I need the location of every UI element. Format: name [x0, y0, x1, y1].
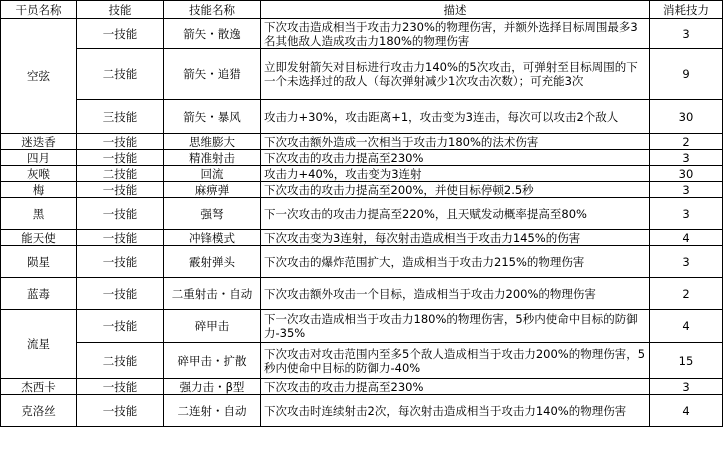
- skill-slot: 一技能: [77, 278, 164, 310]
- table-row: [1, 278, 723, 310]
- table-row: [1, 150, 723, 166]
- table-row: [1, 395, 723, 427]
- skill-name: 麻痹弹: [164, 182, 261, 198]
- header-row: [1, 1, 723, 19]
- skill-name: 霰射弹头: [164, 246, 261, 278]
- skill-slot: 一技能: [77, 150, 164, 166]
- table-row: [1, 230, 723, 246]
- skill-description: 攻击力+40%，攻击变为3连射: [261, 166, 650, 182]
- sp-cost: 4: [650, 310, 723, 343]
- table-row: [1, 379, 723, 395]
- skill-slot: 一技能: [77, 182, 164, 198]
- skill-slot: 二技能: [77, 343, 164, 379]
- operator-name: 能天使: [1, 230, 77, 246]
- skill-slot: 一技能: [77, 230, 164, 246]
- operator-name: 克洛丝: [1, 395, 77, 427]
- operator-name: 空弦: [1, 19, 77, 134]
- sp-cost: 3: [650, 246, 723, 278]
- header-description: 描述: [261, 1, 650, 19]
- table-row: [1, 182, 723, 198]
- skill-name: 二连射・自动: [164, 395, 261, 427]
- table-row: [1, 310, 723, 343]
- header-operator: 干员名称: [1, 1, 77, 19]
- sp-cost: 4: [650, 395, 723, 427]
- operator-name: 陨星: [1, 246, 77, 278]
- sp-cost: 3: [650, 150, 723, 166]
- table-row: [1, 49, 723, 100]
- skill-name: 精准射击: [164, 150, 261, 166]
- table-row: [1, 343, 723, 379]
- table-row: [1, 19, 723, 49]
- skill-slot: 一技能: [77, 246, 164, 278]
- skill-name: 二重射击・自动: [164, 278, 261, 310]
- table-row: [1, 198, 723, 230]
- skill-name: 回流: [164, 166, 261, 182]
- skill-description: 下一次攻击造成相当于攻击力180%的物理伤害，5秒内使命中目标的防御力-35%: [261, 310, 650, 343]
- skill-description: 下次攻击变为3连射，每次射击造成相当于攻击力145%的伤害: [261, 230, 650, 246]
- skill-description: 立即发射箭矢对目标进行攻击力140%的5次攻击，可弹射至目标周围的下一个未选择过的敌人（每次弹射减少1次攻击次数）；可充能3次: [261, 49, 650, 100]
- sp-cost: 3: [650, 379, 723, 395]
- skill-description: 下次攻击的攻击力提高至230%: [261, 379, 650, 395]
- skill-description: 下次攻击的攻击力提高至230%: [261, 150, 650, 166]
- operator-name: 黑: [1, 198, 77, 230]
- skill-name: 箭矢・暴风: [164, 100, 261, 134]
- skill-slot: 一技能: [77, 134, 164, 150]
- operator-name: 迷迭香: [1, 134, 77, 150]
- skill-description: 下次攻击对攻击范围内至多5个敌人造成相当于攻击力200%的物理伤害，5秒内使命中目标的防御力-40%: [261, 343, 650, 379]
- sp-cost: 3: [650, 19, 723, 49]
- skill-description: 下次攻击造成相当于攻击力230%的物理伤害，并额外选择目标周围最多3名其他敌人造成攻击力180%的物理伤害: [261, 19, 650, 49]
- sp-cost: 2: [650, 278, 723, 310]
- skill-name: 思维膨大: [164, 134, 261, 150]
- operator-name: 蓝毒: [1, 278, 77, 310]
- header-sp-cost: 消耗技力: [650, 1, 723, 19]
- skill-slot: 一技能: [77, 310, 164, 343]
- skill-slot: 二技能: [77, 166, 164, 182]
- skill-slot: 一技能: [77, 198, 164, 230]
- skill-name: 箭矢・追猎: [164, 49, 261, 100]
- sp-cost: 30: [650, 100, 723, 134]
- table-row: [1, 246, 723, 278]
- skill-description: 下次攻击时连续射击2次，每次射击造成相当于攻击力140%的物理伤害: [261, 395, 650, 427]
- skill-name: 强弩: [164, 198, 261, 230]
- skill-slot: 一技能: [77, 379, 164, 395]
- operator-name: 灰喉: [1, 166, 77, 182]
- header-skill: 技能: [77, 1, 164, 19]
- skill-description: 攻击力+30%，攻击距离+1，攻击变为3连击，每次可以攻击2个敌人: [261, 100, 650, 134]
- table-row: [1, 100, 723, 134]
- sp-cost: 3: [650, 182, 723, 198]
- skill-name: 碎甲击: [164, 310, 261, 343]
- header-skill-name: 技能名称: [164, 1, 261, 19]
- skill-description: 下次攻击额外造成一次相当于攻击力180%的法术伤害: [261, 134, 650, 150]
- skill-name: 强力击・β型: [164, 379, 261, 395]
- sp-cost: 4: [650, 230, 723, 246]
- skill-slot: 二技能: [77, 49, 164, 100]
- sp-cost: 2: [650, 134, 723, 150]
- sp-cost: 3: [650, 198, 723, 230]
- table-row: [1, 134, 723, 150]
- sp-cost: 30: [650, 166, 723, 182]
- table-row: [1, 166, 723, 182]
- skill-slot: 一技能: [77, 19, 164, 49]
- skill-name: 箭矢・散逸: [164, 19, 261, 49]
- skill-description: 下一次攻击的攻击力提高至220%，且天赋发动概率提高至80%: [261, 198, 650, 230]
- skill-slot: 一技能: [77, 395, 164, 427]
- operator-name: 梅: [1, 182, 77, 198]
- skill-description: 下次攻击额外攻击一个目标，造成相当于攻击力200%的物理伤害: [261, 278, 650, 310]
- sp-cost: 9: [650, 49, 723, 100]
- sp-cost: 15: [650, 343, 723, 379]
- operator-name: 杰西卡: [1, 379, 77, 395]
- operator-name: 四月: [1, 150, 77, 166]
- skill-description: 下次攻击的攻击力提高至200%，并使目标停顿2.5秒: [261, 182, 650, 198]
- skill-slot: 三技能: [77, 100, 164, 134]
- skill-name: 冲锋模式: [164, 230, 261, 246]
- skill-description: 下次攻击的爆炸范围扩大，造成相当于攻击力215%的物理伤害: [261, 246, 650, 278]
- operator-name: 流星: [1, 310, 77, 379]
- skill-name: 碎甲击・扩散: [164, 343, 261, 379]
